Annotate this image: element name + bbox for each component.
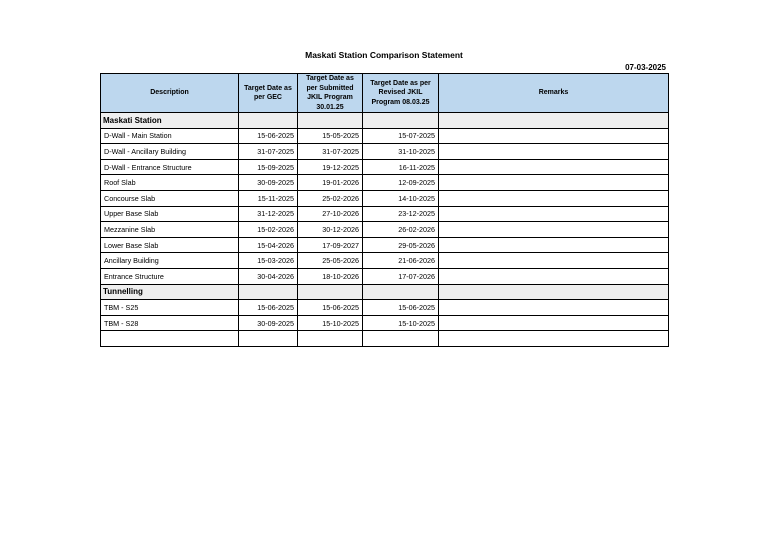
revised-date-cell: 12-09-2025 <box>363 175 439 191</box>
remarks-cell <box>439 253 669 269</box>
submitted-date-cell: 31-07-2025 <box>298 144 363 160</box>
empty-cell <box>298 284 363 300</box>
column-header-remarks: Remarks <box>439 74 669 113</box>
empty-cell <box>101 331 239 347</box>
description-cell: D-Wall - Entrance Structure <box>101 159 239 175</box>
remarks-cell <box>439 237 669 253</box>
empty-row <box>101 331 669 347</box>
remarks-cell <box>439 300 669 316</box>
section-row-tunnelling <box>101 284 669 300</box>
table-row <box>101 300 669 316</box>
description-cell: Entrance Structure <box>101 268 239 284</box>
revised-date-cell: 31-10-2025 <box>363 144 439 160</box>
gec-date-cell: 30-04-2026 <box>239 268 298 284</box>
revised-date-cell: 23-12-2025 <box>363 206 439 222</box>
description-cell: Roof Slab <box>101 175 239 191</box>
table-row <box>101 144 669 160</box>
comparison-table <box>100 73 669 347</box>
empty-cell <box>363 331 439 347</box>
remarks-cell <box>439 159 669 175</box>
gec-date-cell: 15-02-2026 <box>239 222 298 238</box>
section-label: Tunnelling <box>101 284 239 300</box>
submitted-date-cell: 15-06-2025 <box>298 300 363 316</box>
column-header-revised: Target Date as per Revised JKIL Program 08.03.25 <box>363 74 439 113</box>
column-header-description: Description <box>101 74 239 113</box>
submitted-date-cell: 25-05-2026 <box>298 253 363 269</box>
table-row <box>101 222 669 238</box>
gec-date-cell: 15-11-2025 <box>239 190 298 206</box>
table-row <box>101 190 669 206</box>
revised-date-cell: 15-06-2025 <box>363 300 439 316</box>
gec-date-cell: 15-03-2026 <box>239 253 298 269</box>
empty-cell <box>439 113 669 129</box>
gec-date-cell: 31-07-2025 <box>239 144 298 160</box>
empty-cell <box>439 331 669 347</box>
description-cell: Upper Base Slab <box>101 206 239 222</box>
gec-date-cell: 15-06-2025 <box>239 300 298 316</box>
gec-date-cell: 31-12-2025 <box>239 206 298 222</box>
remarks-cell <box>439 128 669 144</box>
remarks-cell <box>439 222 669 238</box>
submitted-date-cell: 25-02-2026 <box>298 190 363 206</box>
table-row <box>101 237 669 253</box>
document-title: Maskati Station Comparison Statement <box>305 50 463 60</box>
empty-cell <box>298 331 363 347</box>
table-row <box>101 175 669 191</box>
table-row <box>101 128 669 144</box>
statement-date: 07-03-2025 <box>625 63 666 72</box>
remarks-cell <box>439 268 669 284</box>
section-row-maskati-station <box>101 113 669 129</box>
gec-date-cell: 15-06-2025 <box>239 128 298 144</box>
description-cell: Concourse Slab <box>101 190 239 206</box>
description-cell: TBM - S25 <box>101 300 239 316</box>
remarks-cell <box>439 175 669 191</box>
revised-date-cell: 16-11-2025 <box>363 159 439 175</box>
submitted-date-cell: 17-09-2027 <box>298 237 363 253</box>
table-row <box>101 253 669 269</box>
gec-date-cell: 30-09-2025 <box>239 175 298 191</box>
submitted-date-cell: 30-12-2026 <box>298 222 363 238</box>
empty-cell <box>239 113 298 129</box>
gec-date-cell: 15-04-2026 <box>239 237 298 253</box>
revised-date-cell: 14-10-2025 <box>363 190 439 206</box>
empty-cell <box>239 331 298 347</box>
description-cell: D-Wall - Ancillary Building <box>101 144 239 160</box>
revised-date-cell: 29-05-2026 <box>363 237 439 253</box>
revised-date-cell: 26-02-2026 <box>363 222 439 238</box>
submitted-date-cell: 27-10-2026 <box>298 206 363 222</box>
empty-cell <box>239 284 298 300</box>
remarks-cell <box>439 190 669 206</box>
submitted-date-cell: 19-01-2026 <box>298 175 363 191</box>
gec-date-cell: 30-09-2025 <box>239 315 298 331</box>
header-row <box>101 74 669 113</box>
submitted-date-cell: 18-10-2026 <box>298 268 363 284</box>
column-header-submitted: Target Date as per Submitted JKIL Program 30.01.25 <box>298 74 363 113</box>
revised-date-cell: 15-10-2025 <box>363 315 439 331</box>
submitted-date-cell: 15-10-2025 <box>298 315 363 331</box>
section-label: Maskati Station <box>101 113 239 129</box>
table-row <box>101 268 669 284</box>
description-cell: Lower Base Slab <box>101 237 239 253</box>
submitted-date-cell: 19-12-2025 <box>298 159 363 175</box>
empty-cell <box>298 113 363 129</box>
remarks-cell <box>439 144 669 160</box>
submitted-date-cell: 15-05-2025 <box>298 128 363 144</box>
empty-cell <box>363 113 439 129</box>
description-cell: Ancillary Building <box>101 253 239 269</box>
table-row <box>101 159 669 175</box>
description-cell: Mezzanine Slab <box>101 222 239 238</box>
remarks-cell <box>439 206 669 222</box>
table-row <box>101 315 669 331</box>
table-row <box>101 206 669 222</box>
revised-date-cell: 15-07-2025 <box>363 128 439 144</box>
empty-cell <box>363 284 439 300</box>
empty-cell <box>439 284 669 300</box>
column-header-gec: Target Date as per GEC <box>239 74 298 113</box>
revised-date-cell: 21-06-2026 <box>363 253 439 269</box>
gec-date-cell: 15-09-2025 <box>239 159 298 175</box>
description-cell: TBM - S28 <box>101 315 239 331</box>
remarks-cell <box>439 315 669 331</box>
description-cell: D-Wall - Main Station <box>101 128 239 144</box>
revised-date-cell: 17-07-2026 <box>363 268 439 284</box>
